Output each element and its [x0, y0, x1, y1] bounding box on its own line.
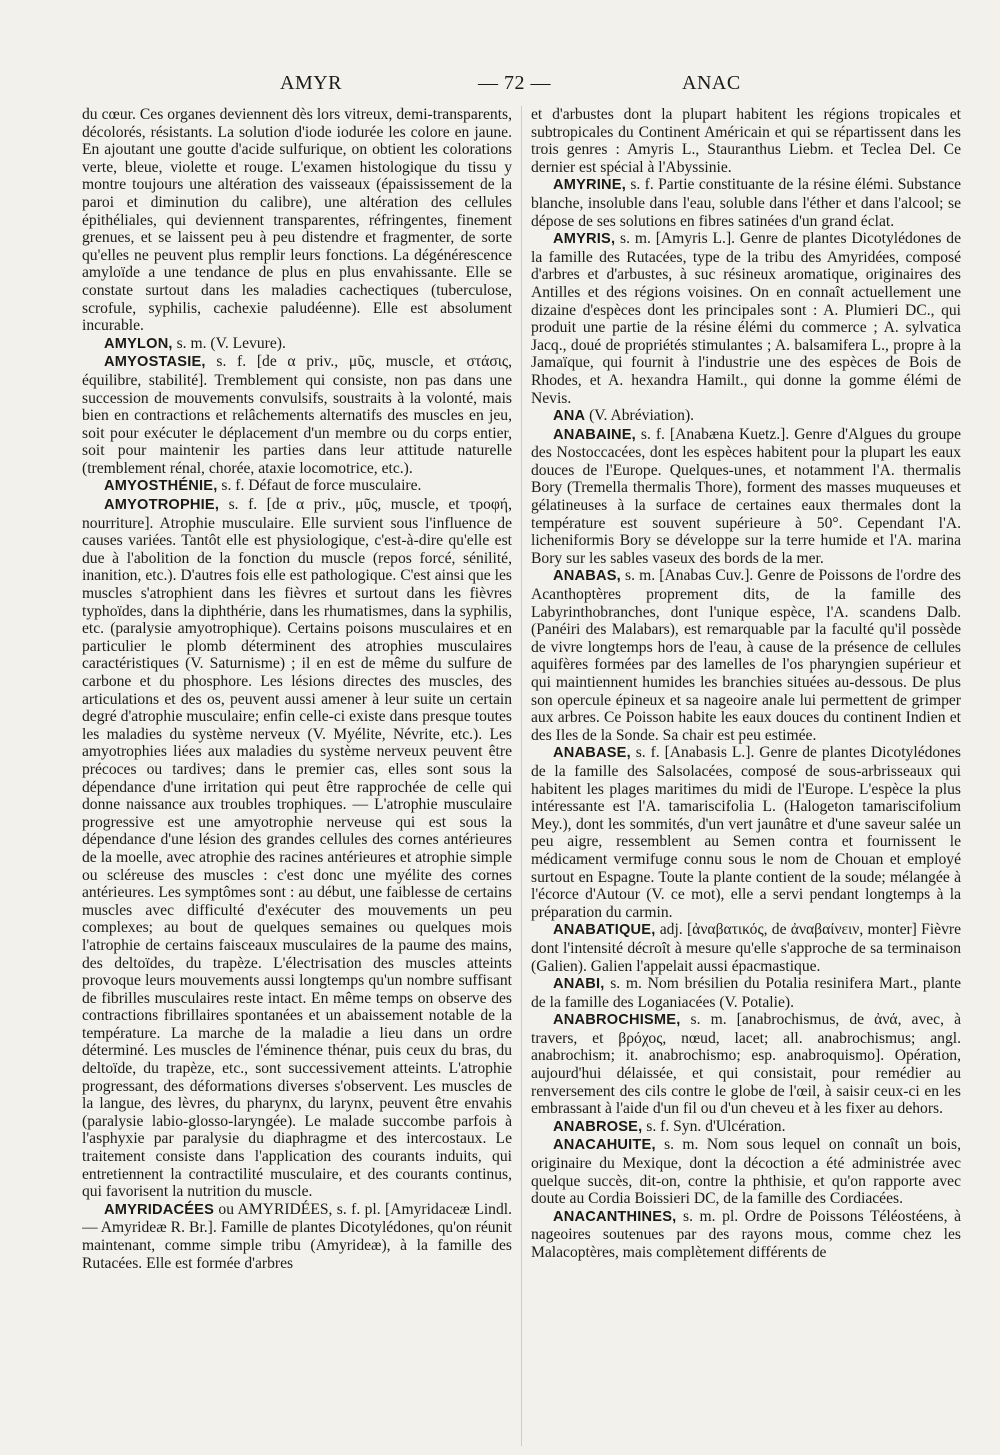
entry-text: et d'arbustes dont la plupart habitent les régions tropicales et subtropicales du Continent Américain et qui se répartissent dans les trois genres : Amyris L., Stauranthus Liebm. et Teclea Del. Ce dernier est spécial à l'Abyssinie.: [531, 106, 961, 176]
entry-anacanthines: [531, 1208, 961, 1262]
entry-headword: ANABROCHISME,: [553, 1012, 681, 1029]
entry-headword: ANABAS,: [553, 568, 621, 585]
entry-continuation: [531, 106, 961, 176]
entry-text: s. f. Syn. d'Ulcération.: [642, 1117, 786, 1135]
entry-text: s. m. [Anabas Cuv.]. Genre de Poissons de l'ordre des Acanthoptères proprement dits, de la famille des Labyrinthobranches, dont l'unique espèce, l'A. scandens Dalb. (Panéiri des Malabars), est remarquable par la faculté qu'il possède de vivre longtemps hors de l'eau, à cause de la présence de cellules aquifères formées par des lamelles de l'os pharyngien supérieur et qui maintiennent humides les branchies situées au-dessous. De plus son opercule épineux et sa nageoire anale lui permettent de grimper aux arbres. Ce Poisson habite les eaux douces du continent Indien et des Iles de la Sonde. Sa chair est peu estimée.: [531, 567, 961, 744]
entry-text: s. m. Nom sous lequel on connaît un bois, originaire du Mexique, dont la décoction a été administrée avec quelque succès, dit-on, contre la phthisie, et qu'on rapporte avec doute au Cordia Boissieri DC, de la famille des Cordiacées.: [531, 1136, 961, 1208]
entry-anabas: [531, 567, 961, 744]
entry-amyosthenie: [82, 477, 512, 496]
entry-headword: AMYRINE,: [553, 177, 626, 194]
entry-headword: AMYRIDACÉES: [104, 1201, 215, 1218]
entry-text: adj. [ἀναβατικός, de ἀναβαίνειν, monter] Fièvre dont l'intensité décroît à mesure qu'elle s'approche de sa terminaison (Galien). Galien l'appelait aussi épacmastique.: [531, 921, 961, 975]
column-divider: [521, 106, 522, 1446]
entry-headword: ANACANTHINES,: [553, 1208, 677, 1225]
entry-text: s. m. [anabrochismus, de ἀνά, avec, à travers, et βρόχος, nœud, lacet; all. anabrochismus; angl. anabrochism; it. anabrochismo; esp. anabroquismo]. Opération, aujourd'hui délaissée, et qui consistait, pour remédier au renversement des cils contre le globe de l'œil, à saisir ceux-ci en les embrassant à l'aide d'un fil ou d'un cheveu et à les fixer au dehors.: [531, 1011, 961, 1118]
entry-text: s. m. Nom brésilien du Potalia resinifera Mart., plante de la famille des Loganiacées (V. Potalie).: [531, 975, 961, 1011]
entry-text: s. m. (V. Levure).: [172, 334, 286, 352]
entry-anabrose: [531, 1118, 961, 1137]
entry-headword: ANA: [553, 408, 586, 425]
entry-text: s. f. Défaut de force musculaire.: [217, 477, 422, 495]
header-left-word: AMYR: [280, 72, 343, 94]
entry-headword: AMYLON,: [104, 335, 173, 352]
entry-text: (V. Abréviation).: [585, 407, 695, 425]
entry-text: ou AMYRIDÉES, s. f. pl. [Amyridaceæ Lindl. — Amyrideæ R. Br.]. Famille de plantes Dicotylédones, qu'on réunit maintenant, comme simple tribu (Amyrideæ), à la famille des Rutacées. Elle est formée d'arbres: [82, 1200, 512, 1272]
entry-headword: AMYRIS,: [553, 231, 616, 248]
entry-amyrine: [531, 176, 961, 230]
entry-text: s. f. [de α priv., μῦς, muscle, et στάσις, équilibre, stabilité]. Tremblement qui consiste, non pas dans une succession de mouvements convulsifs, soustraits à la volonté, mais bien en contractions et relâchements alternatifs des muscles en jeu, soit pour exécuter le déplacement d'un membre ou du corps entier, soit pour maintenir les parties dans leur attitude naturelle (tremblement rénal, chorée, ataxie locomotrice, etc.).: [82, 353, 512, 477]
entry-headword: AMYOSTASIE,: [104, 354, 206, 371]
right-column: [531, 106, 961, 1446]
entry-text: s. m. [Amyris L.]. Genre de plantes Dicotylédones de la famille des Rutacées, type de la tribu des Amyridées, composé d'arbres et d'arbustes, à suc résineux aromatique, originaires des Antilles et des régions voisines. On en connaît actuellement une dizaine d'espèces dont les principales sont : A. Plumieri DC., qui produit une partie de la résine élémi du commerce ; A. sylvatica Jacq., doué de propriétés stimulantes ; A. balsamifera L., propre à la Jamaïque, qui fournit à l'industrie une des espèces de Bois de Rhodes, et A. hexandra Hamilt., qui donne la gomme élémi de Nevis.: [531, 230, 961, 407]
left-column: [82, 106, 512, 1446]
entry-amylon: [82, 335, 512, 354]
entry-text: du cœur. Ces organes deviennent dès lors vitreux, demi-transparents, décolorés, résistants. La solution d'iode iodurée les colore en jaune. En ajoutant une goutte d'acide sulfurique, on obtient les colorations verte, bleue, violette et rouge. L'examen histologique du tissu y montre toujours une altération des vaisseaux (épaississement de la paroi et diminution du calibre), une altération des cellules épithéliales, qui deviennent transparentes, réfringentes, finement grenues, et se laissent peu à peu distendre et fragmenter, de sorte qu'elles ne peuvent plus remplir leurs fonctions. La dégénérescence amyloïde a une tendance de plus en plus envahissante. Elle se constate surtout dans les maladies cachectiques (tuberculose, scrofule, syphilis, cachexie paludéenne). Elle est absolument incurable.: [82, 106, 512, 335]
entry-headword: ANABASE,: [553, 745, 631, 762]
entry-amyostasie: [82, 353, 512, 477]
entry-anabrochisme: [531, 1011, 961, 1118]
entry-headword: AMYOSTHÉNIE,: [104, 478, 218, 495]
entry-ana: [531, 407, 961, 426]
entry-text: s. f. [Anabasis L.]. Genre de plantes Dicotylédones de la famille des Salsolacées, composé de sous-arbrisseaux qui habitent les plages maritimes du midi de l'Europe. L'espèce la plus intéressante est l'A. tamariscifolia L. (Halogeton tamariscifolium Mey.), dont les sommités, d'un vert jaunâtre et d'une saveur salée un peu aigre, ressemblent au Semen contra et fournissent le médicament vermifuge connu sous le nom de Chouan et employé surtout en Espagne. Toute la plante contient de la soude; mélangée à l'écorce d'Autour (V. ce mot), elle a servi pendant longtemps à la préparation du carmin.: [531, 744, 961, 921]
entry-text: s. f. [Anabæna Kuetz.]. Genre d'Algues du groupe des Nostoccacées, dont les espèces habitent pour la plupart les eaux douces de l'Europe. Quelques-unes, et notamment l'A. thermalis Bory (Tremella thermalis Thore), forment des masses muqueuses et gélatineuses à la surface de certaines eaux thermales dont la température est souvent supérieure à 50°. Cependant l'A. licheniformis Bory se développe sur la terre humide et l'A. marina Bory sur les sables vaseux des bords de la mer.: [531, 425, 961, 567]
entry-headword: ANABAINE,: [553, 426, 636, 443]
entry-headword: ANACAHUITE,: [553, 1137, 656, 1154]
entry-amyotrophie: [82, 496, 512, 1201]
entry-text: s. f. Partie constituante de la résine élémi. Substance blanche, insoluble dans l'eau, soluble dans l'éther et dans l'alcool; se dépose de ses solutions en fibres satinées d'un grand éclat.: [531, 176, 961, 230]
entry-text: s. f. [de α priv., μῦς, muscle, et τροφή, nourriture]. Atrophie musculaire. Elle survient sous l'influence de causes variées. Tantôt elle est physiologique, c'est-à-dire qu'elle est due à l'abolition de la fonction du muscle (repos forcé, sénilité, inanition, etc.). D'autres fois elle est pathologique. C'est ainsi que les muscles s'atrophient dans les fièvres et surtout dans les fièvres typhoïdes, dans la diphthérie, dans les rhumatismes, dans la syphilis, etc. (paralysie amyotrophique). Certains poisons musculaires et en particulier le plomb déterminent des atrophies musculaires caractéristiques (V. Saturnisme) ; il en est de même du sulfure de carbone et du phosphore. Les lésions directes des muscles, des articulations et des os, peuvent aussi amener à leur suite un certain degré d'atrophie musculaire; enfin celle-ci existe dans presque toutes les maladies du système nerveux (V. Myélite, Névrite, etc.). Les amyotrophies liées aux maladies du système nerveux peuvent être précoces ou tardives; dans le premier cas, elles sont sous la dépendance d'une irritation qui peut être rapprochée de celle qui donne naissance aux troubles trophiques. — L'atrophie musculaire progressive est une amyotrophie nerveuse qui est sous la dépendance d'une lésion des grandes cellules des cornes antérieures de la moelle, avec atrophie des racines antérieures et atrophie simple ou scléreuse des muscles : c'est donc une myélite des cornes antérieures. Les symptômes sont : au début, une faiblesse de certains muscles avec difficulté d'exécuter des mouvements un peu complexes; au bout de quelques semaines ou quelques mois l'atrophie de certains faisceaux musculaires de la paume des mains, des deltoïdes, du trapèze. L'électrisation des muscles atteints provoque leurs mouvements aussi longtemps qu'un nombre suffisant de fibrilles musculaires reste intact. En même temps on observe des contractions fibrillaires spontanées et un abaissement notable de la température. La marche de la maladie a lieu dans un ordre déterminé. Les muscles de l'éminence thénar, puis ceux du bras, du deltoïde, du trapèze, etc., sont successivement atteints. L'atrophie progressant, des déformations diverses s'observent. Les muscles de la langue, des lèvres, du pharynx, du larynx, peuvent être envahis (paralysie labio-glosso-laryngée). Le malade succombe parfois à l'asphyxie par paralysie du diaphragme et des intercostaux. Le traitement consiste dans l'application des courants induits, qui entretiennent la contractilité musculaire, et des courants continus, qui favorisent la nutrition du muscle.: [82, 496, 512, 1201]
running-header: [0, 72, 1000, 104]
page-number: — 72 —: [478, 72, 551, 94]
entry-anabatique: [531, 921, 961, 975]
entry-headword: AMYOTROPHIE,: [104, 497, 220, 514]
entry-anabi: [531, 975, 961, 1011]
entry-amyridacees: [82, 1201, 512, 1272]
entry-headword: ANABI,: [553, 976, 605, 993]
entry-anabaine: [531, 426, 961, 568]
entry-text: s. m. pl. Ordre de Poissons Téléostéens, à nageoires soutenues par des rayons mous, comme chez les Malacoptères, mais complètement différents de: [531, 1207, 961, 1261]
header-right-word: ANAC: [682, 72, 741, 94]
entry-anabase: [531, 744, 961, 921]
entry-continuation: [82, 106, 512, 335]
entry-headword: ANABATIQUE,: [553, 922, 656, 939]
entry-anacahuite: [531, 1136, 961, 1207]
entry-headword: ANABROSE,: [553, 1118, 643, 1135]
entry-amyris: [531, 230, 961, 407]
